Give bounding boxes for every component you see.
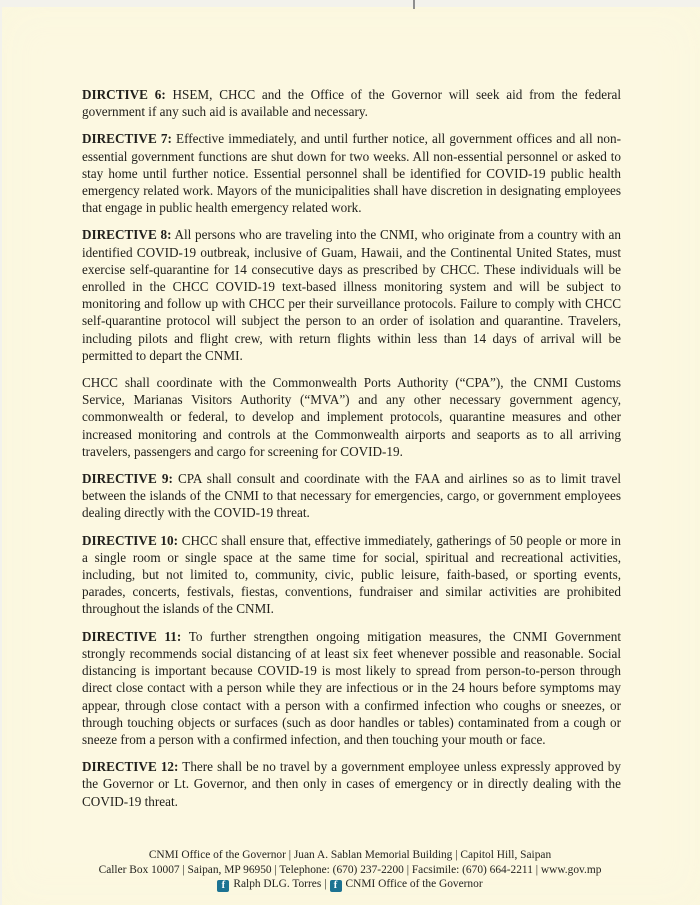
- footer-line-contact: Caller Box 10007 | Saipan, MP 96950 | Telephone: (670) 237-2200 | Facsimile: (670) 664-2211 | www.gov.mp: [98, 863, 602, 876]
- directive-text: HSEM, CHCC and the Office of the Governor will seek aid from the federal government if any such aid is available and necessary.: [82, 87, 621, 120]
- directive-label: DIRECTIVE 12:: [82, 759, 179, 775]
- directive-text: CPA shall consult and coordinate with the FAA and airlines so as to limit travel between the islands of the CNMI to that necessary for emergencies, cargo, or government employees dealing directly with the COVID-19 threat.: [82, 471, 621, 521]
- directives-body: [82, 86, 621, 820]
- directive-text: To further strengthen ongoing mitigation measures, the CNMI Government strongly recommends social distancing of at least six feet whenever possible and reasonable. Social distancing is important because COVID-19 is most likely to spread from person-to-person through direct close contact with a person while they are infectious or in the 24 hours before symptoms may appear, through close contact with a person with a confirmed infection who coughs or sneezes, or through touching objects or surfaces (such as door handles or tables) contaminated from a cough or sneeze from a person with a confirmed infection, and then touching your mouth or face.: [82, 628, 621, 747]
- directive-label: DIRECTIVE 7:: [82, 131, 172, 147]
- directive-label: DIRECTIVE 8:: [82, 227, 172, 243]
- directive-label: DIRECTIVE 9:: [82, 471, 173, 487]
- scan-artifact-tick: [413, 0, 415, 9]
- footer-line-social: [0, 877, 700, 892]
- directive-text: There shall be no travel by a government employee unless expressly approved by the Governor or Lt. Governor, and then only in cases of emergency or in directly dealing with the COVID-19 threat.: [82, 759, 621, 809]
- directive-paragraph: [82, 758, 621, 810]
- directive-paragraph: [82, 86, 621, 120]
- directive-paragraph: [82, 226, 621, 364]
- directive-paragraph: [82, 130, 621, 216]
- directive-label: DIRECTIVE 11:: [82, 628, 182, 644]
- directive-paragraph: [82, 374, 621, 460]
- directive-paragraph: [82, 532, 621, 618]
- facebook-icon: f: [330, 880, 342, 892]
- page-footer: [0, 848, 700, 892]
- directive-label: DIRCTIVE 6:: [82, 87, 166, 102]
- facebook-icon: f: [217, 880, 229, 892]
- directive-text: CHCC shall ensure that, effective immediately, gatherings of 50 people or more in a single room or single space at the same time for social, spiritual and recreational activities, including, but not limited to, community, civic, public leisure, faith-based, or sporting events, parades, concerts, festivals, fiestas, conventions, fundraiser and similar activities are prohibited throughout the islands of the CNMI.: [82, 532, 621, 617]
- footer-separator: |: [324, 878, 327, 890]
- directive-text: All persons who are traveling into the CNMI, who originate from a country with an identified COVID-19 outbreak, inclusive of Guam, Hawaii, and the Continental United States, must exercise self-quarantine for 14 consecutive days as prescribed by CHCC. These individuals will be enrolled in the CHCC COVID-19 text-based illness monitoring system and will be subject to monitoring and follow up with CHCC per their surveillance protocols. Failure to comply with CHCC self-quarantine protocol will subject the person to an order of isolation and quarantine. Travelers, including pilots and flight crew, with return flights within less than 14 days of arrival will be permitted to depart the CNMI.: [82, 227, 622, 363]
- directive-paragraph: [82, 470, 621, 522]
- directive-text: CHCC shall coordinate with the Commonwealth Ports Authority (“CPA”), the CNMI Customs Service, Marianas Visitors Authority (“MVA”) and any other necessary government agency, commonwealth or federal, to develop and implement protocols, quarantine measures and other increased monitoring and controls at the Commonwealth airports and seaports as to all arriving travelers, passengers and cargo for screening for COVID-19.: [82, 375, 621, 459]
- directive-label: DIRECTIVE 10:: [82, 532, 179, 548]
- facebook-account-office-name: CNMI Office of the Governor: [345, 878, 483, 890]
- facebook-account-governor-name: Ralph DLG. Torres: [233, 878, 322, 890]
- directive-paragraph: [82, 628, 621, 748]
- directive-text: Effective immediately, and until further notice, all government offices and all non-essential government functions are shut down for two weeks. All non-essential personnel or asked to stay home until further notice. Essential personnel shall be identified for COVID-19 public health emergency related work. Mayors of the municipalities shall have discretion in designating employees that engage in public health emergency related work.: [82, 131, 621, 216]
- footer-line-address: CNMI Office of the Governor | Juan A. Sablan Memorial Building | Capitol Hill, Saipan: [148, 849, 552, 861]
